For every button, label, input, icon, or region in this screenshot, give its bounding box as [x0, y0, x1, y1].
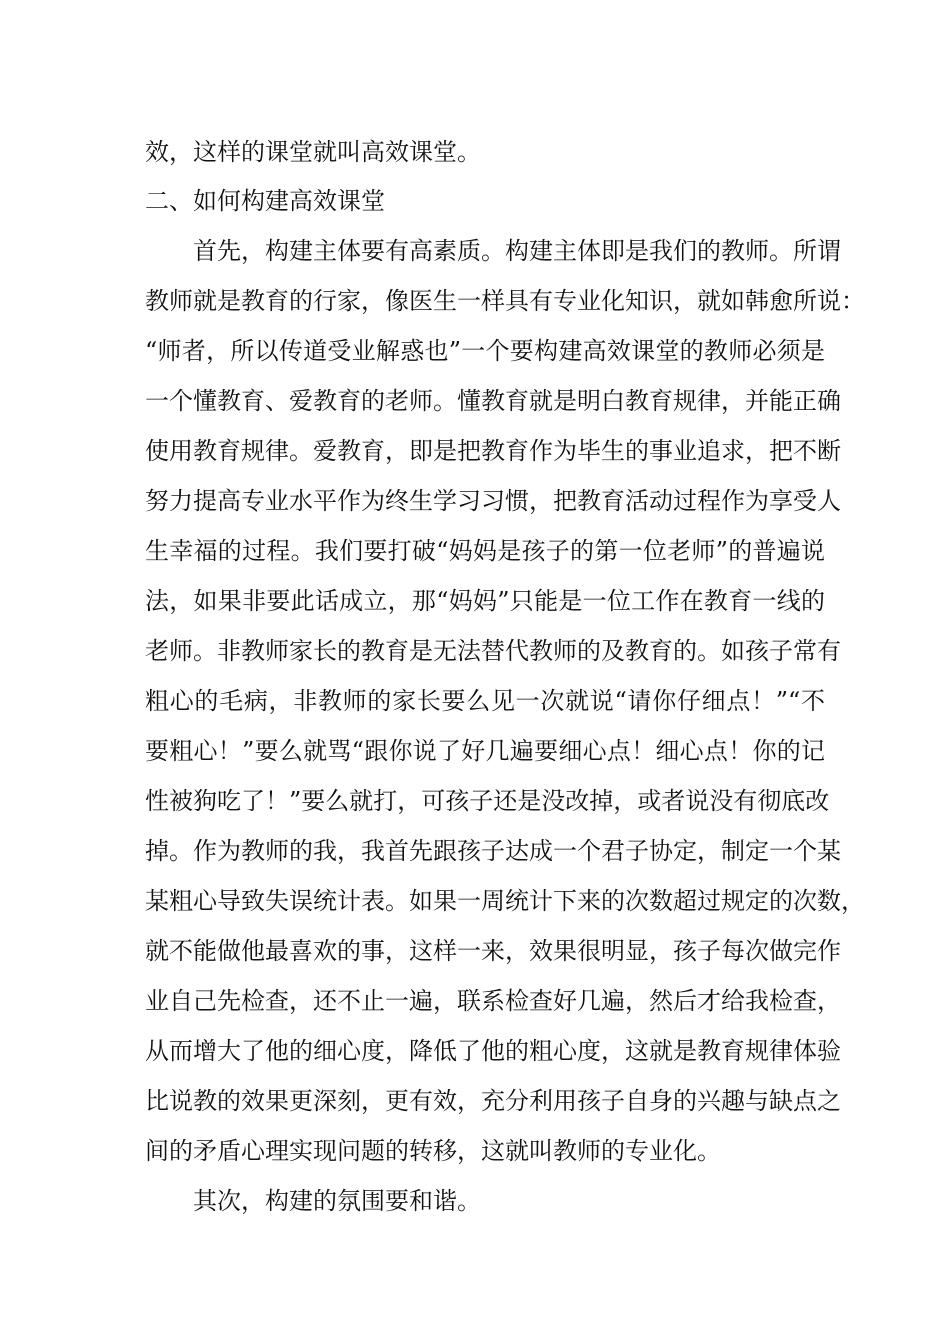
text-line: 生幸福的过程。我们要打破“妈妈是孩子的第一位老师”的普遍说: [145, 537, 825, 565]
text-line: 性被狗吃了！”要么就打，可孩子还是没改掉，或者说没有彻底改: [145, 787, 830, 815]
text-line: 业自己先检查，还不止一遍，联系检查好几遍，然后才给我检查，: [145, 987, 841, 1015]
text-line: 从而增大了他的细心度，降低了他的粗心度，这就是教育规律体验: [145, 1037, 841, 1065]
text-line: 使用教育规律。爱教育，即是把教育作为毕生的事业追求，把不断: [145, 437, 841, 465]
text-line: 一个懂教育、爱教育的老师。懂教育就是明白教育规律，并能正确: [145, 387, 841, 415]
text-line: 首先，构建主体要有高素质。构建主体即是我们的教师。所谓: [193, 237, 841, 265]
text-line: 努力提高专业水平作为终生学习习惯，把教育活动过程作为享受人: [145, 487, 841, 515]
text-line: 比说教的效果更深刻，更有效，充分利用孩子自身的兴趣与缺点之: [145, 1087, 841, 1115]
text-line: 粗心的毛病，非教师的家长要么见一次就说“请你仔细点！”“不: [145, 687, 825, 715]
text-line: 教师就是教育的行家，像医生一样具有专业化知识，就如韩愈所说：: [145, 287, 865, 315]
text-line: 法，如果非要此话成立，那“妈妈”只能是一位工作在教育一线的: [145, 587, 825, 615]
text-line: “师者，所以传道受业解惑也”一个要构建高效课堂的教师必须是: [145, 337, 825, 365]
text-line: 老师。非教师家长的教育是无法替代教师的及教育的。如孩子常有: [145, 637, 841, 665]
text-line: 效，这样的课堂就叫高效课堂。: [145, 138, 481, 166]
text-line: 掉。作为教师的我，我首先跟孩子达成一个君子协定，制定一个某: [145, 837, 841, 865]
text-line: 要粗心！”要么就骂“跟你说了好几遍要细心点！细心点！你的记: [145, 737, 825, 765]
text-line: 间的矛盾心理实现问题的转移，这就叫教师的专业化。: [145, 1137, 721, 1165]
text-line: 就不能做他最喜欢的事，这样一来，效果很明显，孩子每次做完作: [145, 937, 841, 965]
section-heading: 二、如何构建高效课堂: [145, 187, 385, 215]
text-line: 其次，构建的氛围要和谐。: [193, 1187, 481, 1215]
text-line: 某粗心导致失误统计表。如果一周统计下来的次数超过规定的次数，: [145, 887, 865, 915]
